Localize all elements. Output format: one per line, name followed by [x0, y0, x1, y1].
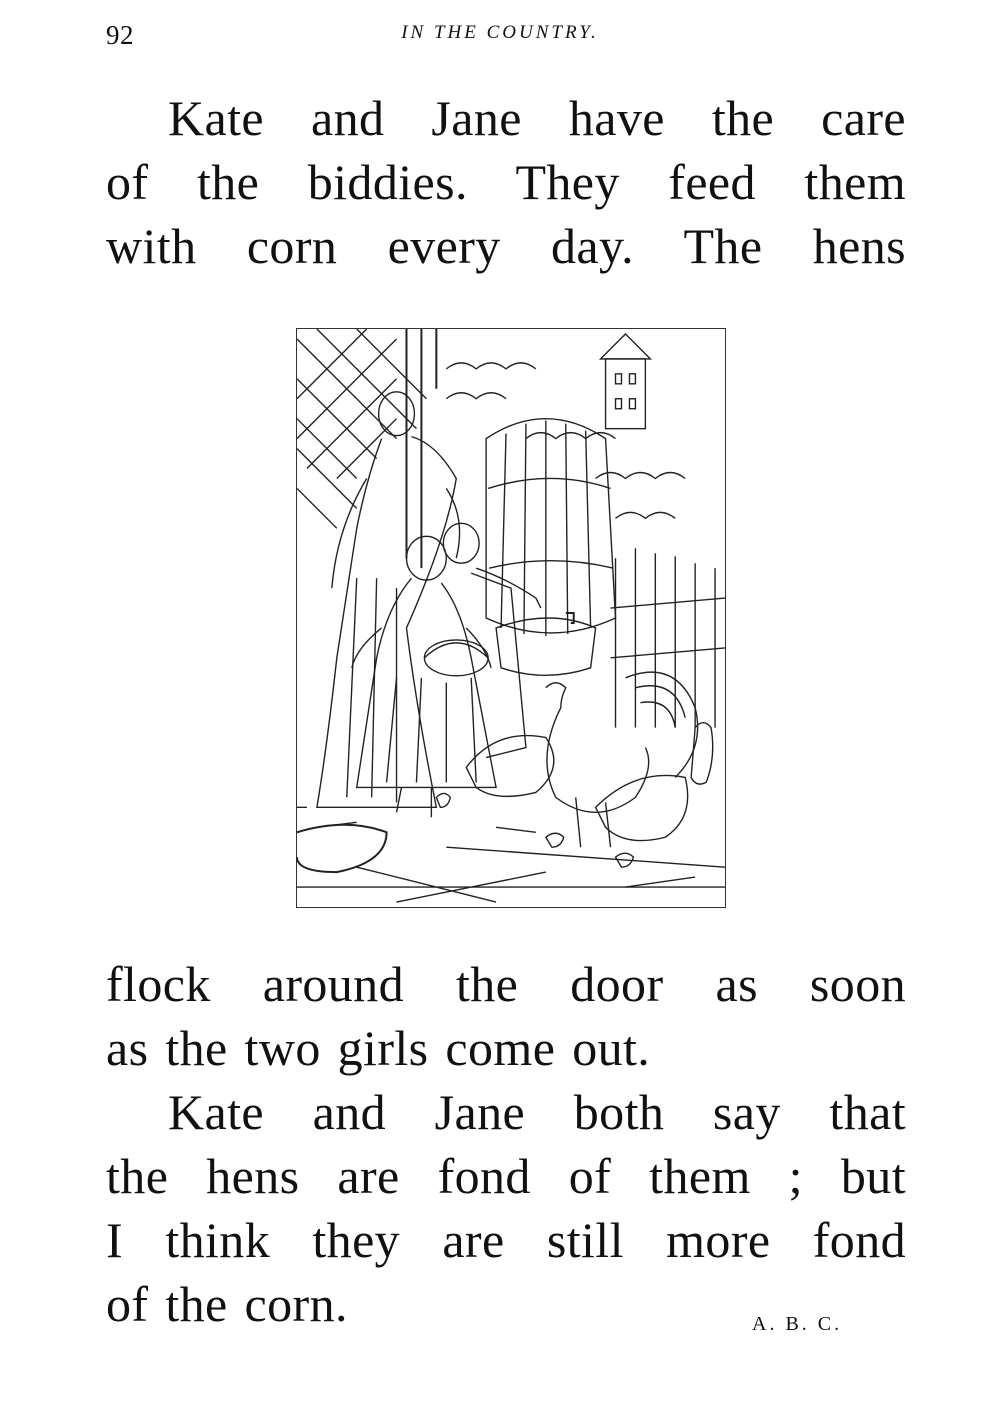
paragraph-1-continued [106, 952, 906, 1080]
text-line: Kate and Jane both say that [168, 1084, 906, 1140]
hen-icon [466, 723, 713, 841]
engraving-girls-feeding-hens-icon [297, 329, 725, 907]
paragraph-2 [106, 1080, 906, 1336]
paragraph-1 [106, 86, 906, 278]
text-line: with corn every day. The hens [106, 218, 906, 274]
fence-icon [611, 548, 725, 727]
text-line: Kate and Jane have the care [168, 90, 906, 146]
dovecote-tower-icon [601, 334, 651, 429]
barrel-icon [486, 419, 615, 636]
illustration [296, 328, 726, 908]
page-number: 92 [106, 20, 134, 50]
text-line: of the corn. [106, 1276, 348, 1332]
text-line: I think they are still more fond [106, 1212, 906, 1268]
author-signature: A. B. C. [752, 1313, 843, 1335]
girl-with-basket-icon [352, 536, 496, 817]
woman-figure-icon [317, 392, 460, 808]
running-title: IN THE COUNTRY. [401, 22, 599, 43]
text-line: of the biddies. They feed them [106, 154, 906, 210]
text-line: the hens are fond of them ; but [106, 1148, 906, 1204]
text-line: flock around the door as soon [106, 956, 906, 1012]
text-line: as the two girls come out. [106, 1020, 651, 1076]
